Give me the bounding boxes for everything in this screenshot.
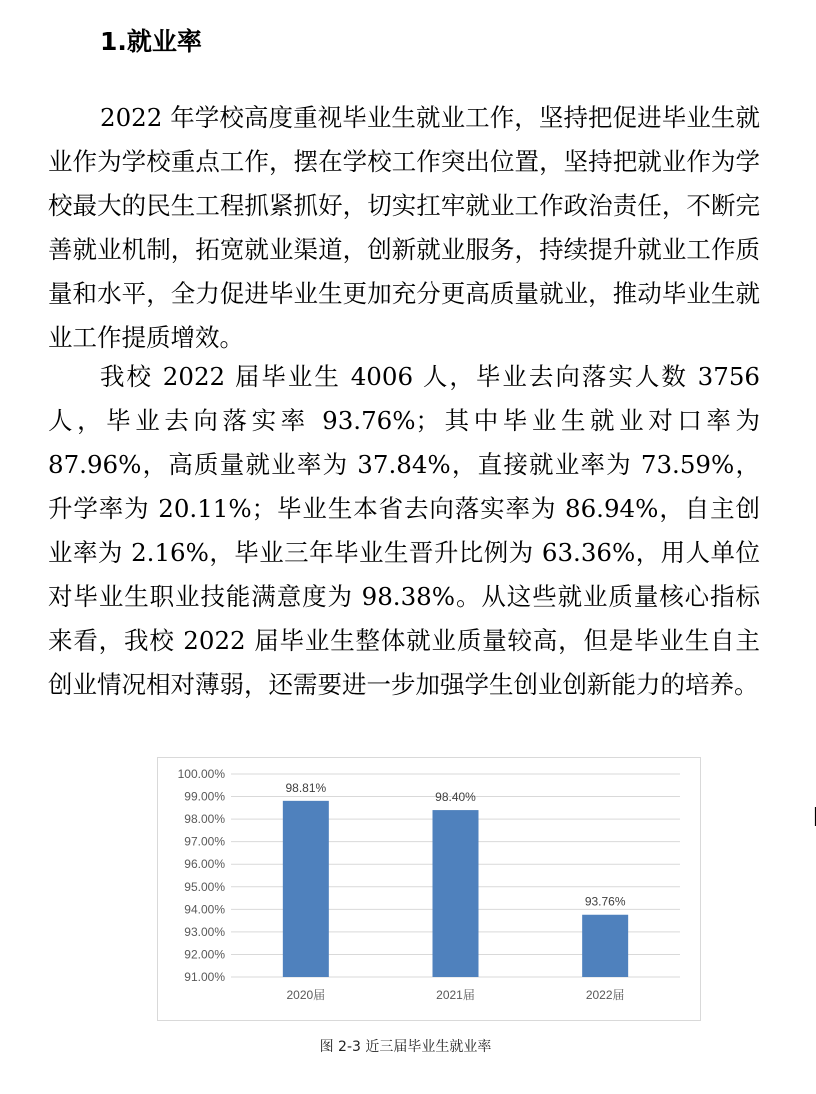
y-tick-label: 92.00% <box>184 947 225 962</box>
y-tick-label: 100.00% <box>177 767 225 781</box>
chart-canvas <box>158 758 700 1020</box>
data-label: 93.76% <box>584 894 626 909</box>
y-tick-label: 98.00% <box>184 812 225 827</box>
y-tick-label: 99.00% <box>184 789 225 804</box>
y-tick-label: 94.00% <box>184 902 225 917</box>
page-edge-bracket-icon: ▕ <box>804 807 816 826</box>
y-tick-label: 93.00% <box>184 924 225 939</box>
data-label: 98.40% <box>435 790 476 805</box>
bar-2021届 <box>433 810 479 977</box>
employment-rate-bar-chart <box>157 757 701 1021</box>
bar-2020届 <box>283 801 329 977</box>
data-label: 98.81% <box>285 780 327 795</box>
figure-caption: 图 2-3 近三届毕业生就业率 <box>319 1039 492 1055</box>
x-tick-label: 2021届 <box>436 988 475 1002</box>
x-tick-label: 2020届 <box>286 988 326 1002</box>
x-tick-label: 2022届 <box>585 988 625 1002</box>
paragraph-employment-statistics: 我校 2022 届毕业生 4006 人，毕业去向落实人数 3756 人，毕业去向落实率 93.76%；其中毕业生就业对口率为 87.96%，高质量就业率为 37.84%，直接就业率为 73.59%，升学率为 20.11%；毕业生本省去向落实率为 86.94%，自主创业率为 2.16%，毕业三年毕业生晋升比例为 63.36%，用人单位对毕业生职业技能满意度为 98.38%。从这些就业质量核心指标来看，我校 2022 届毕业生整体就业质量较高，但是毕业生自主创业情况相对薄弱，还需要进一步加强学生创业创新能力的培养。 <box>48 362 760 699</box>
y-tick-label: 95.00% <box>184 879 225 894</box>
y-tick-label: 96.00% <box>184 857 225 872</box>
y-tick-label: 91.00% <box>184 970 225 984</box>
paragraph-employment-work: 2022 年学校高度重视毕业生就业工作，坚持把促进毕业生就业作为学校重点工作，摆在学校工作突出位置，坚持把就业作为学校最大的民生工程抓紧抓好，切实扛牢就业工作政治责任，不断完善就业机制，拓宽就业渠道，创新就业服务，持续提升就业工作质量和水平，全力促进毕业生更加充分更高质量就业，推动毕业生就业工作提质增效。 <box>48 103 760 352</box>
section-heading: 1.就业率 <box>100 27 202 56</box>
y-tick-label: 97.00% <box>184 834 225 849</box>
bar-2022届 <box>582 915 628 977</box>
